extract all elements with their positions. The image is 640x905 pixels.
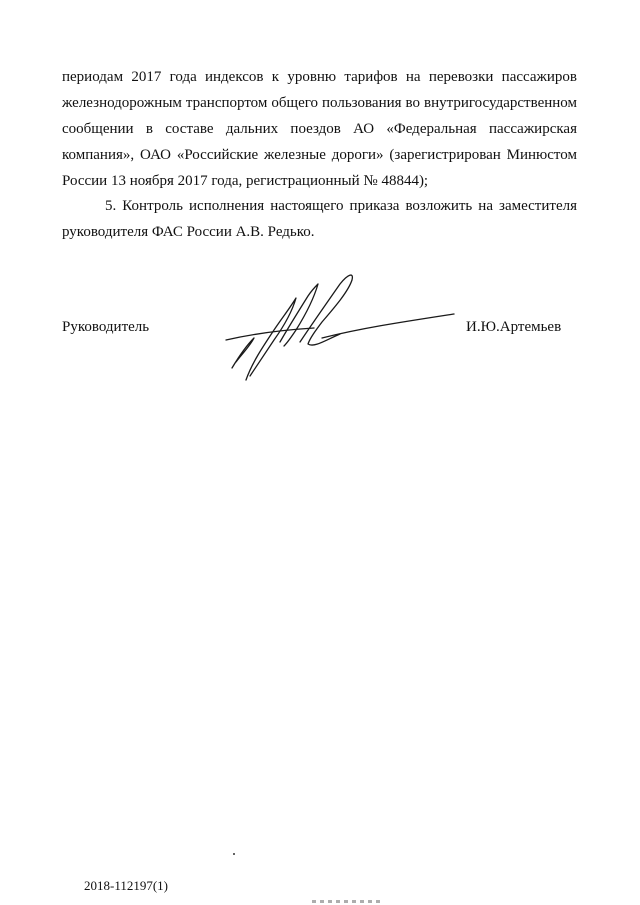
signer-name: И.Ю.Артемьев xyxy=(466,319,562,335)
scan-edge-marks xyxy=(312,900,382,903)
text-line: периодам 2017 года индексов к уровню тарифов на перевозки пассажиров xyxy=(62,69,577,85)
text-line: сообщении в составе дальних поездов АО «Федеральная пассажирская xyxy=(62,121,577,137)
text-line: 5. Контроль исполнения настоящего приказа возложить на заместителя xyxy=(105,198,577,214)
scan-speck xyxy=(233,853,235,855)
signer-title: Руководитель xyxy=(62,319,150,335)
document-registration-number: 2018-112197(1) xyxy=(84,878,169,893)
text-line: компания», ОАО «Российские железные дороги» (зарегистрирован Минюстом xyxy=(62,147,577,163)
text-line: России 13 ноября 2017 года, регистрационный № 48844); xyxy=(62,173,429,189)
text-line: руководителя ФАС России А.В. Редько. xyxy=(62,224,315,240)
text-line: железнодорожным транспортом общего пользования во внутригосударственном xyxy=(62,95,577,111)
paragraph-control-clause xyxy=(62,193,577,245)
handwritten-signature xyxy=(222,268,462,388)
paragraph-tariff-indices xyxy=(62,64,577,194)
